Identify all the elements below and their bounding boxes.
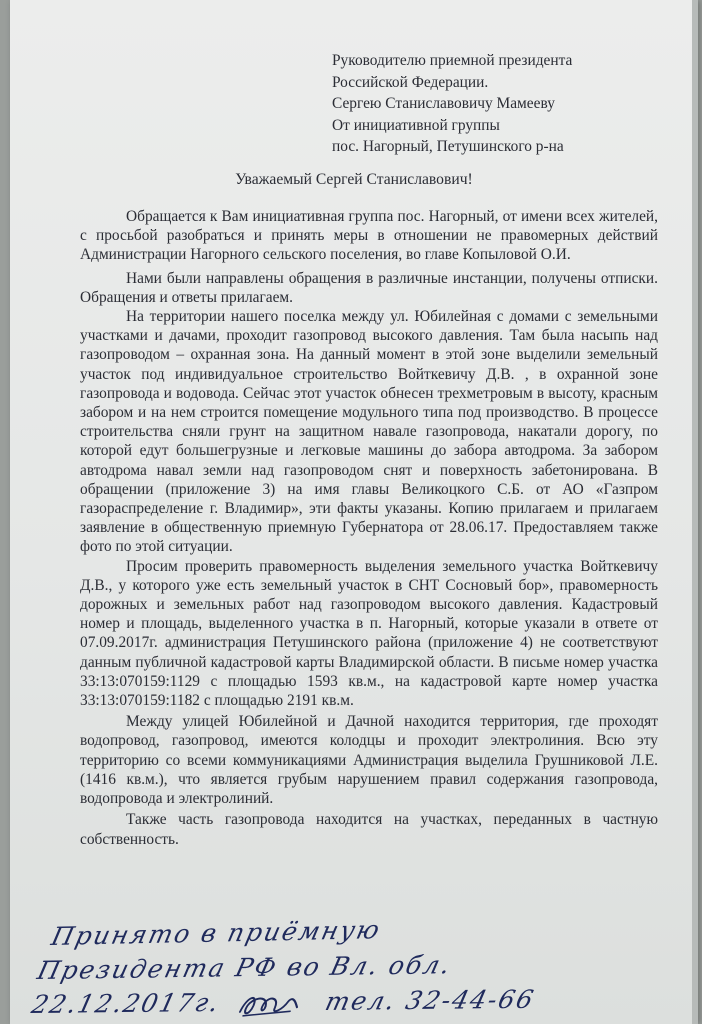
handwritten-phone: тел. 32-44-66 bbox=[322, 984, 539, 1016]
signature bbox=[234, 987, 304, 1019]
paper-edge bbox=[692, 0, 698, 1024]
body-paragraph: Обращается к Вам инициативная группа пос. Нагорный, от имени всех жителей, с просьбой разобраться и принять меры в отношении не правомерных действий Администрации Нагорного сельского поселения, во главе Копыловой О.И. bbox=[80, 208, 658, 264]
recipient-line: Руководителю приемной президента bbox=[332, 52, 573, 69]
letter-sheet bbox=[10, 0, 698, 1024]
handwritten-note bbox=[28, 912, 632, 1022]
body-paragraph: Нами были направлены обращения в различные инстанции, получены отписки. Обращения и ответы прилагаем. bbox=[80, 269, 658, 306]
letter-body bbox=[80, 207, 658, 849]
recipient-line: пос. Нагорный, Петушинского р-на bbox=[332, 138, 564, 155]
recipient-line: Сергею Станиславовичу Мамееву bbox=[332, 95, 555, 112]
recipient-line: Российской Федерации. bbox=[332, 73, 489, 91]
handwritten-line: Президента РФ во Вл. обл. bbox=[34, 950, 455, 986]
handwritten-date: 22.12.2017г. bbox=[28, 987, 224, 1020]
recipient-block bbox=[332, 50, 672, 158]
handwritten-line bbox=[28, 985, 538, 1022]
body-paragraph: Также часть газопровода находится на участках, переданных в частную собственность. bbox=[80, 811, 658, 848]
body-paragraph: На территории нашего поселка между ул. Юбилейная с домами с земельными участками и дачами, проходит газопровод высокого давления. Там была насыпь над газопроводом – охранная зона. На данный момент в этой зоне выделили земельный участок под индивидуальное строительство Войткевичу Д.В. , в охранной зоне газопровода и водовода. Сейчас этот участок обнесен трехметровым в высоту, красным забором и на нем строится помещение модульного типа под производство. В процессе строительства сняли грунт на защитном навале газопровода, накатали дорогу, по которой едут большегрузные и легковые машины до забора автодрома. За забором автодрома навал земли над газопроводом снят и поверхность забетонирована. В обращении (приложение 3) на имя главы Великоцкого С.Б. от АО «Газпром газораспределение г. Владимир», эти факты указаны. Копию прилагаем и прилагаем заявление в общественную приемную Губернатора от 28.06.17. Предоставляем также фото по этой ситуации. bbox=[80, 308, 658, 556]
salutation: Уважаемый Сергей Станиславович! bbox=[235, 171, 473, 188]
handwritten-line: Принято в приёмную bbox=[48, 915, 385, 952]
body-paragraph: Просим проверить правомерность выделения земельного участка Войткевичу Д.В., у которого уже есть земельный участок в СНТ Сосновый бор», правомерность дорожных и земельных работ над газопроводом высокого давления. Кадастровый номер и площадь, выделенного участка в п. Нагорный, которые указали в ответе от 07.09.2017г. администрация Петушинского района (приложение 4) не соответствуют данным публичной кадастровой карты Владимирской области. В письме номер участка 33:13:070159:1129 с площадью 1593 кв.м., на кадастровой карте номер участка 33:13:070159:1182 с площадью 2191 кв.м. bbox=[80, 557, 658, 710]
body-paragraph: Между улицей Юбилейной и Дачной находится территория, где проходят водопровод, газопровод, имеются колодцы и проходит электролиния. Всю эту территорию со всеми коммуникациями Администрация выделила Грушниковой Л.Е. (1416 кв.м.), что является грубым нарушением правил содержания газопровода, водопровода и электролиний. bbox=[80, 713, 658, 808]
recipient-line: От инициативной группы bbox=[332, 116, 500, 134]
